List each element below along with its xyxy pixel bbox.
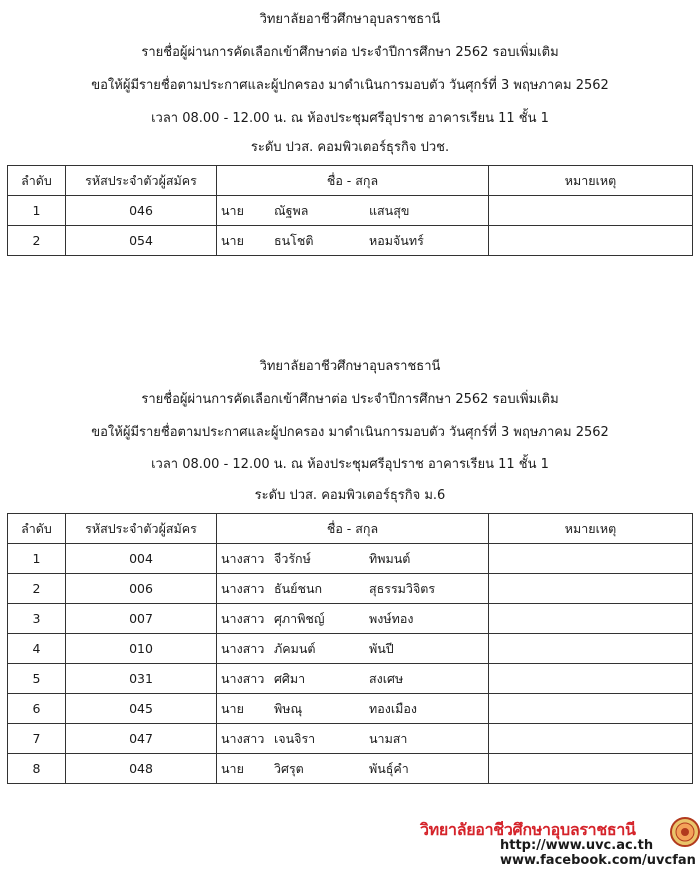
first-name: วิศรุต	[274, 760, 304, 776]
name-prefix: นางสาว	[221, 550, 265, 566]
footer-watermark	[420, 815, 700, 871]
name-cell	[217, 664, 489, 694]
applicant-table-2	[7, 513, 693, 784]
name-prefix: นาย	[221, 232, 244, 248]
first-name: ภัคมนต์	[274, 640, 316, 656]
col-header-applicant-id: รหัสประจำตัวผู้สมัคร	[66, 514, 217, 544]
name-cell	[217, 724, 489, 754]
remark-cell	[489, 724, 693, 754]
order-cell: 5	[8, 664, 66, 694]
last-name: พันปี	[369, 640, 394, 656]
table-row	[8, 634, 693, 664]
applicant-id-cell: 004	[66, 544, 217, 574]
col-header-remark: หมายเหตุ	[489, 166, 693, 196]
last-name: สงเศษ	[369, 670, 404, 686]
name-prefix: นาย	[221, 760, 244, 776]
time-place: เวลา 08.00 - 12.00 น. ณ ห้องประชุมศรีอุปราช อาคารเรียน 11 ชั้น 1	[151, 111, 549, 126]
announcement-title: รายชื่อผู้ผ่านการคัดเลือกเข้าศึกษาต่อ ประจำปีการศึกษา 2562 รอบเพิ่มเติม	[141, 392, 559, 407]
order-cell: 2	[8, 574, 66, 604]
last-name: สุธรรมวิจิตร	[369, 580, 436, 596]
order-cell: 2	[8, 226, 66, 256]
table-row	[8, 226, 693, 256]
announcement-title: รายชื่อผู้ผ่านการคัดเลือกเข้าศึกษาต่อ ประจำปีการศึกษา 2562 รอบเพิ่มเติม	[141, 45, 559, 60]
table-header-row	[8, 166, 693, 196]
applicant-id-cell: 007	[66, 604, 217, 634]
name-prefix: นางสาว	[221, 610, 265, 626]
name-cell	[217, 574, 489, 604]
applicant-id-cell: 054	[66, 226, 217, 256]
applicant-id-cell: 046	[66, 196, 217, 226]
first-name: ธันย์ชนก	[274, 580, 323, 596]
applicant-id-cell: 048	[66, 754, 217, 784]
reporting-notice: ขอให้ผู้มีรายชื่อตามประกาศและผู้ปกครอง มาดำเนินการมอบตัว วันศุกร์ที่ 3 พฤษภาคม 2562	[91, 78, 609, 93]
order-cell: 8	[8, 754, 66, 784]
footer-website[interactable]: http://www.uvc.ac.th	[500, 838, 654, 853]
footer-facebook[interactable]: www.facebook.com/uvcfan	[500, 853, 696, 868]
remark-cell	[489, 634, 693, 664]
applicant-id-cell: 045	[66, 694, 217, 724]
first-name: พิษณุ	[274, 700, 303, 716]
first-name: เจนจิรา	[274, 730, 316, 746]
college-seal-icon	[670, 817, 700, 847]
col-header-order: ลำดับ	[8, 166, 66, 196]
table-row	[8, 544, 693, 574]
applicant-table-1	[7, 165, 693, 256]
remark-cell	[489, 226, 693, 256]
name-cell	[217, 754, 489, 784]
remark-cell	[489, 196, 693, 226]
last-name: นามสา	[369, 730, 408, 746]
remark-cell	[489, 754, 693, 784]
last-name: ทองเมือง	[369, 700, 417, 716]
footer-college-name: วิทยาลัยอาชีวศึกษาอุบลราชธานี	[420, 820, 636, 839]
col-header-name: ชื่อ - สกุล	[217, 166, 489, 196]
table-header-row	[8, 514, 693, 544]
table-row	[8, 754, 693, 784]
name-prefix: นางสาว	[221, 730, 265, 746]
school-name: วิทยาลัยอาชีวศึกษาอุบลราชธานี	[259, 359, 441, 374]
last-name: หอมจันทร์	[369, 232, 424, 248]
order-cell: 4	[8, 634, 66, 664]
table-row	[8, 604, 693, 634]
first-name: ศศิมา	[274, 670, 306, 686]
school-name: วิทยาลัยอาชีวศึกษาอุบลราชธานี	[259, 12, 441, 27]
name-prefix: นาย	[221, 202, 244, 218]
col-header-name: ชื่อ - สกุล	[217, 514, 489, 544]
last-name: พงษ์ทอง	[369, 610, 414, 626]
remark-cell	[489, 694, 693, 724]
applicant-id-cell: 010	[66, 634, 217, 664]
table-row	[8, 574, 693, 604]
order-cell: 7	[8, 724, 66, 754]
name-cell	[217, 634, 489, 664]
last-name: ทิพมนต์	[369, 550, 411, 566]
first-name: ธนโชติ	[274, 232, 314, 248]
col-header-applicant-id: รหัสประจำตัวผู้สมัคร	[66, 166, 217, 196]
table-row	[8, 694, 693, 724]
name-prefix: นางสาว	[221, 580, 265, 596]
program-level: ระดับ ปวส. คอมพิวเตอร์ธุรกิจ ปวช.	[250, 140, 450, 155]
remark-cell	[489, 544, 693, 574]
table-row	[8, 724, 693, 754]
order-cell: 6	[8, 694, 66, 724]
first-name: จีวรักษ์	[274, 550, 311, 566]
name-cell	[217, 226, 489, 256]
name-cell	[217, 604, 489, 634]
remark-cell	[489, 604, 693, 634]
name-prefix: นาย	[221, 700, 244, 716]
name-cell	[217, 544, 489, 574]
name-prefix: นางสาว	[221, 640, 265, 656]
first-name: ณัฐพล	[274, 202, 309, 218]
applicant-id-cell: 047	[66, 724, 217, 754]
reporting-notice: ขอให้ผู้มีรายชื่อตามประกาศและผู้ปกครอง มาดำเนินการมอบตัว วันศุกร์ที่ 3 พฤษภาคม 2562	[91, 425, 609, 440]
remark-cell	[489, 664, 693, 694]
name-cell	[217, 694, 489, 724]
col-header-remark: หมายเหตุ	[489, 514, 693, 544]
table-row	[8, 196, 693, 226]
first-name: ศุภาพิชญ์	[274, 610, 325, 626]
remark-cell	[489, 574, 693, 604]
program-level: ระดับ ปวส. คอมพิวเตอร์ธุรกิจ ม.6	[254, 488, 446, 503]
order-cell: 3	[8, 604, 66, 634]
name-cell	[217, 196, 489, 226]
applicant-id-cell: 006	[66, 574, 217, 604]
last-name: แสนสุข	[369, 202, 410, 218]
order-cell: 1	[8, 544, 66, 574]
applicant-id-cell: 031	[66, 664, 217, 694]
order-cell: 1	[8, 196, 66, 226]
time-place: เวลา 08.00 - 12.00 น. ณ ห้องประชุมศรีอุปราช อาคารเรียน 11 ชั้น 1	[151, 457, 549, 472]
last-name: พันธุ์คำ	[369, 760, 409, 776]
col-header-order: ลำดับ	[8, 514, 66, 544]
table-row	[8, 664, 693, 694]
name-prefix: นางสาว	[221, 670, 265, 686]
